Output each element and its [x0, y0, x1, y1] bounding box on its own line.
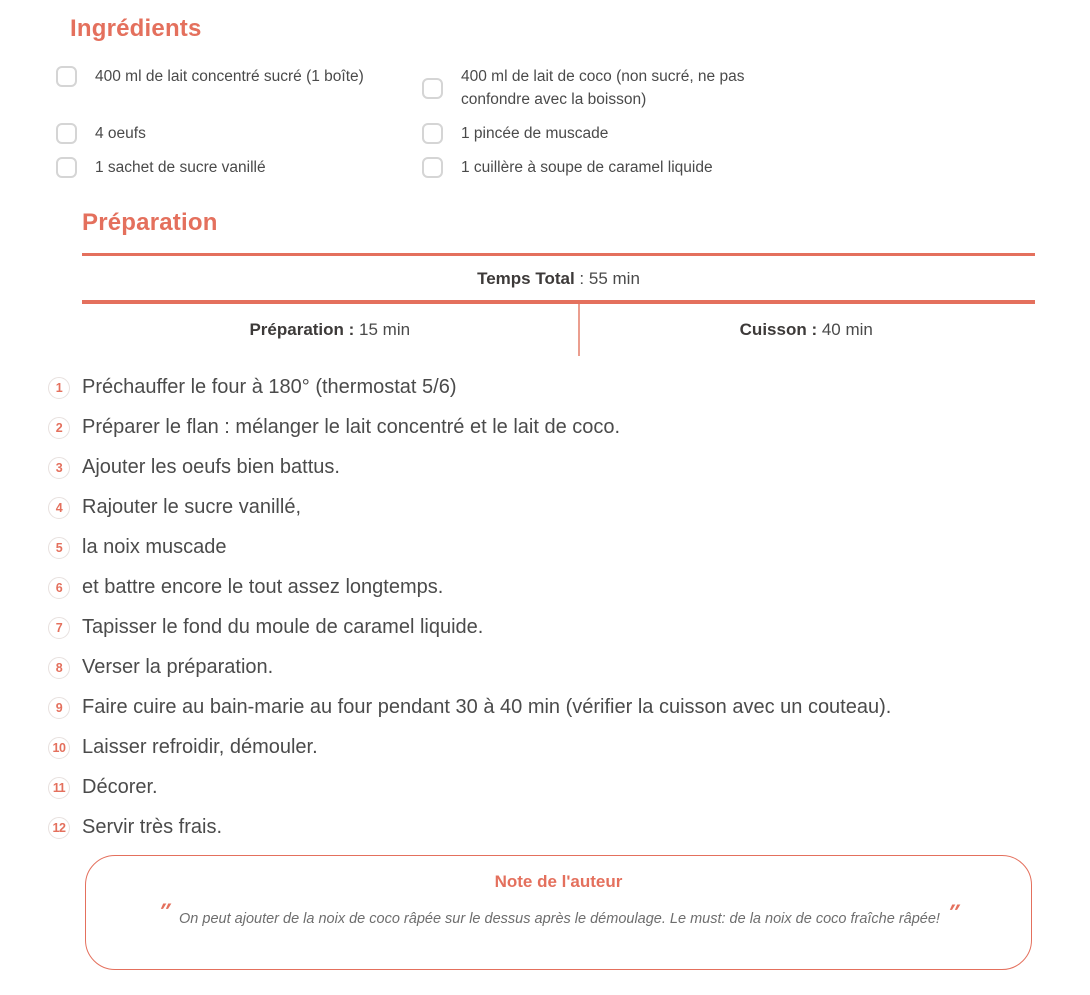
prep-time-value: 15 min	[359, 320, 411, 339]
cook-time	[578, 320, 1035, 340]
step-item	[48, 695, 1090, 719]
quote-open-icon: ″	[155, 900, 173, 923]
cook-time-value: 40 min	[821, 320, 873, 339]
ingredient-item	[422, 156, 842, 179]
steps-list	[48, 375, 1090, 839]
step-item	[48, 375, 1090, 399]
step-text: Faire cuire au bain-marie au four pendant 30 à 40 min (vérifier la cuisson avec un couteau).	[82, 696, 892, 718]
step-number: 12	[48, 817, 70, 839]
step-text: Verser la préparation.	[82, 656, 274, 678]
prep-time-label: Préparation :	[249, 320, 355, 339]
ingredients-title: Ingrédients	[70, 15, 202, 42]
step-item	[48, 615, 1090, 639]
ingredient-label: 1 cuillère à soupe de caramel liquide	[461, 159, 713, 176]
author-note-box	[85, 855, 1032, 970]
author-note-quote-text: On peut ajouter de la noix de coco râpée sur le dessus après le démoulage. Le must: de la noix de coco fraîche râpée!	[179, 911, 940, 927]
step-text: et battre encore le tout assez longtemps.	[82, 576, 444, 598]
author-note-quote	[86, 900, 1031, 929]
total-time-label: Temps Total	[477, 269, 575, 288]
preparation-section	[0, 209, 1090, 839]
ingredient-item	[56, 65, 422, 88]
step-number: 1	[48, 377, 70, 399]
step-number: 4	[48, 497, 70, 519]
step-number: 5	[48, 537, 70, 559]
step-number: 8	[48, 657, 70, 679]
time-table	[82, 253, 1035, 356]
ingredients-section	[0, 0, 1090, 179]
step-text: Tapisser le fond du moule de caramel liquide.	[82, 616, 484, 638]
step-item	[48, 495, 1090, 519]
preparation-title: Préparation	[82, 209, 218, 236]
ingredient-checkbox[interactable]	[422, 123, 443, 144]
ingredients-grid	[56, 65, 1090, 179]
step-number: 10	[48, 737, 70, 759]
ingredient-item	[422, 65, 842, 111]
ingredient-label: 1 pincée de muscade	[461, 125, 609, 142]
ingredient-label: 400 ml de lait concentré sucré (1 boîte)	[95, 68, 364, 85]
step-item	[48, 575, 1090, 599]
time-table-row	[82, 304, 1035, 356]
step-item	[48, 775, 1090, 799]
ingredient-item	[56, 156, 422, 179]
step-number: 9	[48, 697, 70, 719]
step-text: Rajouter le sucre vanillé,	[82, 496, 301, 518]
step-number: 2	[48, 417, 70, 439]
ingredient-item	[56, 122, 422, 145]
step-text: Ajouter les oeufs bien battus.	[82, 456, 340, 478]
prep-time	[82, 320, 578, 340]
step-item	[48, 535, 1090, 559]
step-text: Décorer.	[82, 776, 158, 798]
step-text: Servir très frais.	[82, 816, 223, 838]
ingredient-item	[422, 122, 842, 145]
ingredient-label: 4 oeufs	[95, 125, 146, 142]
step-text: Préchauffer le four à 180° (thermostat 5/6)	[82, 376, 457, 398]
ingredient-label: 1 sachet de sucre vanillé	[95, 159, 266, 176]
ingredient-checkbox[interactable]	[422, 157, 443, 178]
step-text: Préparer le flan : mélanger le lait concentré et le lait de coco.	[82, 416, 621, 438]
cook-time-label: Cuisson :	[739, 320, 818, 339]
author-note-title: Note de l'auteur	[494, 872, 623, 891]
time-table-vertical-divider	[578, 304, 580, 356]
step-text: Laisser refroidir, démouler.	[82, 736, 318, 758]
total-time-value: : 55 min	[579, 269, 640, 288]
step-number: 7	[48, 617, 70, 639]
ingredient-checkbox[interactable]	[56, 66, 77, 87]
quote-close-icon: ″	[944, 901, 962, 924]
step-item	[48, 655, 1090, 679]
total-time	[82, 256, 1035, 300]
step-item	[48, 735, 1090, 759]
step-text: la noix muscade	[82, 536, 227, 558]
step-item	[48, 815, 1090, 839]
ingredient-label: 400 ml de lait de coco (non sucré, ne pas confondre avec la boisson)	[461, 68, 745, 108]
step-item	[48, 455, 1090, 479]
ingredient-checkbox[interactable]	[56, 157, 77, 178]
step-number: 3	[48, 457, 70, 479]
step-number: 6	[48, 577, 70, 599]
ingredient-checkbox[interactable]	[422, 78, 443, 99]
step-number: 11	[48, 777, 70, 799]
step-item	[48, 415, 1090, 439]
ingredient-checkbox[interactable]	[56, 123, 77, 144]
